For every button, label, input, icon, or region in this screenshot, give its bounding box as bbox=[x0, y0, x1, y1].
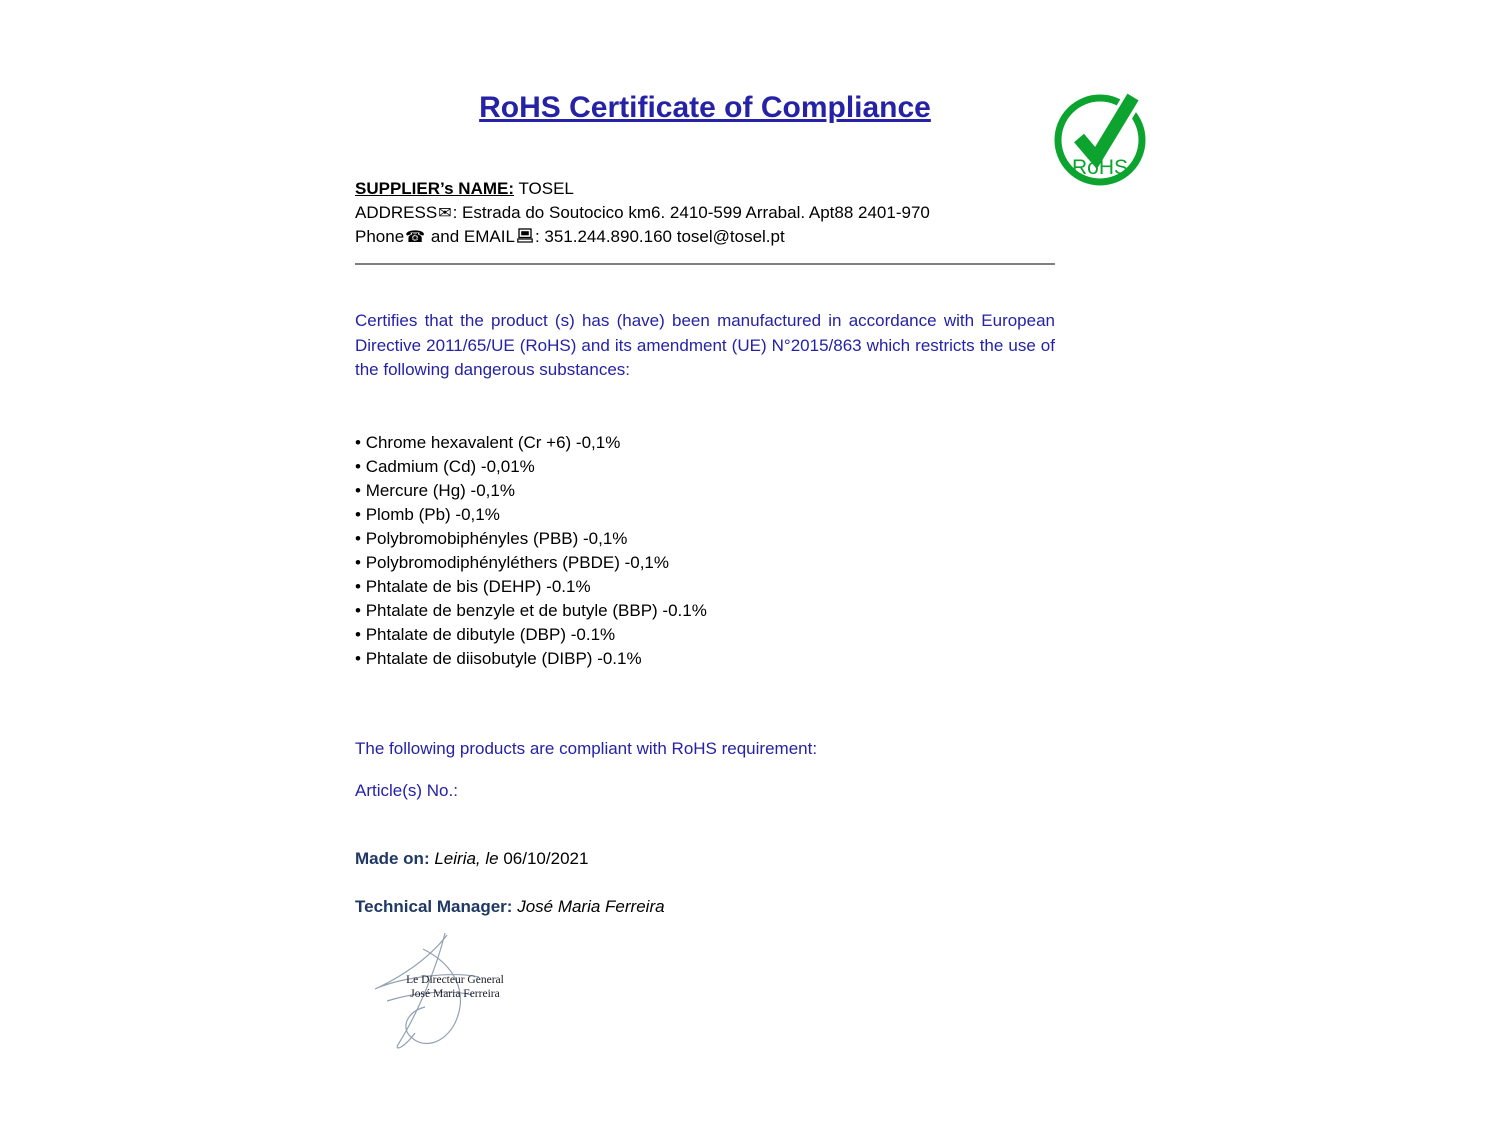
address-line bbox=[355, 201, 1055, 225]
envelope-icon: ✉ bbox=[438, 203, 452, 222]
substance-item: • Phtalate de benzyle et de butyle (BBP) -0.1% bbox=[355, 599, 1055, 623]
document-body bbox=[355, 90, 1055, 1056]
certification-statement: Certifies that the product (s) has (have) been manufactured in accordance with European Directive 2011/65/UE (RoHS) and its amendment (UE) N°2015/863 which restricts the use of the following dangerous substances: bbox=[355, 311, 1055, 379]
substance-item: • Phtalate de dibutyle (DBP) -0.1% bbox=[355, 623, 1055, 647]
substances-list bbox=[355, 431, 1055, 671]
email-label: and EMAIL bbox=[426, 227, 515, 246]
substance-item: • Phtalate de diisobutyle (DIBP) -0.1% bbox=[355, 647, 1055, 671]
contact-value: : 351.244.890.160 tosel@tosel.pt bbox=[534, 227, 785, 246]
phone-icon: ☎ bbox=[405, 227, 426, 246]
signature-caption bbox=[395, 973, 515, 1001]
substance-item: • Mercure (Hg) -0,1% bbox=[355, 479, 1055, 503]
substance-item: • Chrome hexavalent (Cr +6) -0,1% bbox=[355, 431, 1055, 455]
supplier-name-line bbox=[355, 177, 1055, 201]
rohs-logo bbox=[1050, 82, 1150, 186]
substance-item: • Polybromodiphényléthers (PBDE) -0,1% bbox=[355, 551, 1055, 575]
made-on-date: 06/10/2021 bbox=[503, 848, 589, 868]
signature-title: Le Directeur General bbox=[406, 973, 504, 986]
substance-item: • Phtalate de bis (DEHP) -0.1% bbox=[355, 575, 1055, 599]
signature-name: José Maria Ferreira bbox=[410, 987, 500, 1000]
technical-manager-label: Technical Manager: bbox=[355, 896, 513, 916]
compliance-statement: The following products are compliant with RoHS requirement: bbox=[355, 738, 818, 758]
technical-manager-name: José Maria Ferreira bbox=[517, 896, 665, 916]
made-on-place: Leiria, le bbox=[434, 848, 499, 868]
technical-manager-line bbox=[355, 895, 1055, 919]
rohs-logo-label: RoHS bbox=[1071, 156, 1129, 179]
contact-line bbox=[355, 225, 1055, 249]
supplier-block bbox=[355, 177, 1055, 249]
phone-label: Phone bbox=[355, 227, 405, 246]
supplier-name-value: TOSEL bbox=[518, 179, 574, 198]
divider bbox=[355, 263, 1055, 265]
computer-icon bbox=[517, 228, 533, 243]
supplier-name-label: SUPPLIER’s NAME: bbox=[355, 179, 515, 198]
substance-item: • Polybromobiphényles (PBB) -0,1% bbox=[355, 527, 1055, 551]
signature-block bbox=[357, 931, 577, 1056]
made-on-line bbox=[355, 847, 1055, 871]
address-label: ADDRESS bbox=[355, 203, 438, 222]
made-on-label: Made on: bbox=[355, 848, 430, 868]
substance-item: • Plomb (Pb) -0,1% bbox=[355, 503, 1055, 527]
article-number-line: Article(s) No.: bbox=[355, 780, 458, 800]
substance-item: • Cadmium (Cd) -0,01% bbox=[355, 455, 1055, 479]
document-title: RoHS Certificate of Compliance bbox=[479, 91, 931, 124]
address-value: : Estrada do Soutocico km6. 2410-599 Arrabal. Apt88 2401-970 bbox=[452, 203, 930, 222]
